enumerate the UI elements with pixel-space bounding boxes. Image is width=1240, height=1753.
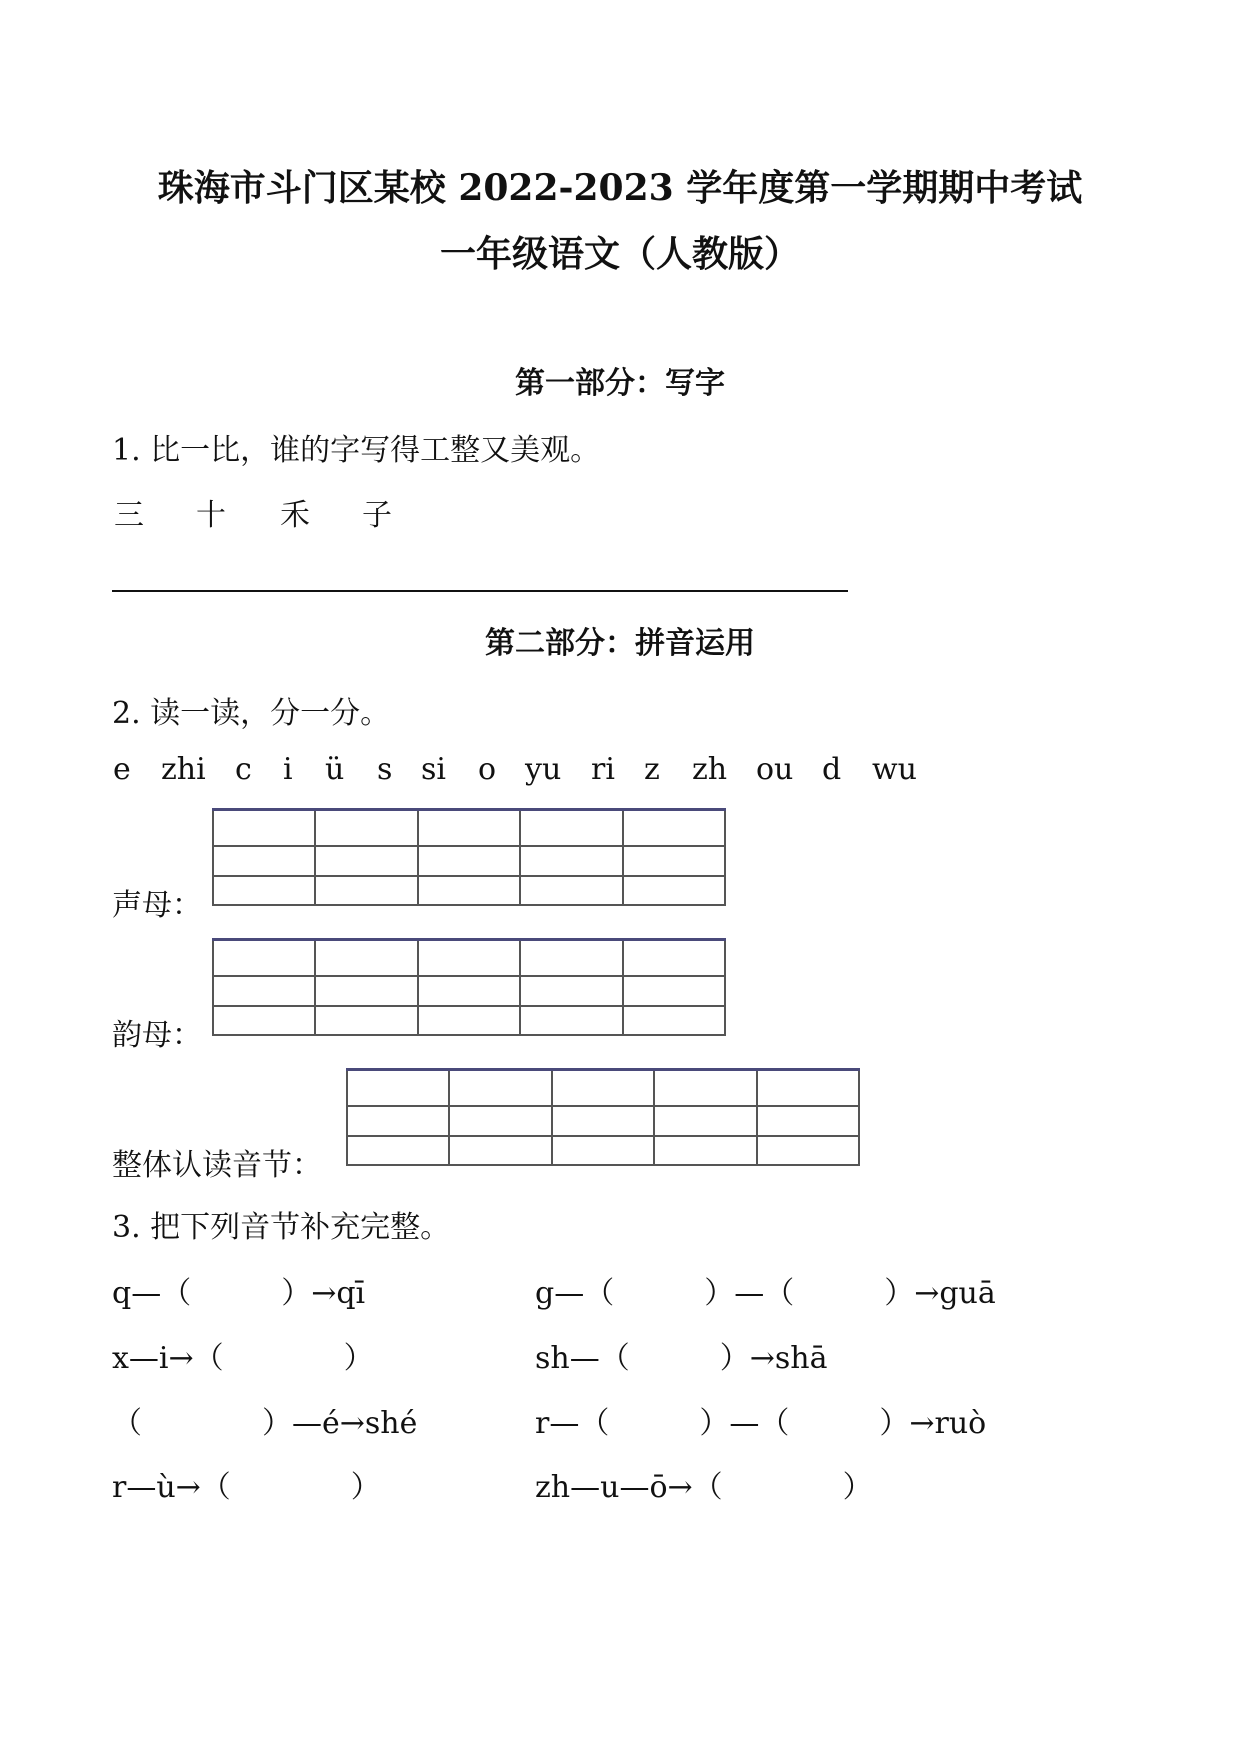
syllable: d xyxy=(822,752,842,787)
shengmu-grid[interactable] xyxy=(212,808,726,906)
q3-item[interactable]: r—（ ）—（ ）→ruò xyxy=(535,1406,987,1441)
part2-heading: 第二部分：拼音运用 xyxy=(485,626,755,661)
part1-heading: 第一部分：写字 xyxy=(515,366,725,401)
yunmu-grid[interactable] xyxy=(212,938,726,1036)
q1-char: 子 xyxy=(362,498,392,533)
q1-prompt: 1. 比一比，谁的字写得工整又美观。 xyxy=(112,433,601,468)
syllable: zhi xyxy=(161,752,206,787)
syllable: ü xyxy=(325,752,345,787)
syllable: ou xyxy=(756,752,794,787)
syllable: s xyxy=(377,752,393,787)
q1-char: 十 xyxy=(196,498,226,533)
q3-item[interactable]: x—i→（ ） xyxy=(112,1341,374,1376)
syllable: z xyxy=(644,752,660,787)
exam-subtitle: 一年级语文（人教版） xyxy=(439,233,800,275)
syllable: e xyxy=(113,752,131,787)
syllable: i xyxy=(283,752,293,787)
syllable: yu xyxy=(525,752,562,787)
q1-char: 禾 xyxy=(280,498,310,533)
writing-line[interactable] xyxy=(112,590,848,592)
exam-title: 珠海市斗门区某校 2022-2023 学年度第一学期期中考试 xyxy=(157,167,1083,209)
q3-prompt: 3. 把下列音节补充完整。 xyxy=(112,1210,451,1245)
shengmu-label: 声母： xyxy=(112,888,202,923)
syllable: o xyxy=(478,752,497,787)
q1-char: 三 xyxy=(114,498,144,533)
q3-item[interactable]: zh—u—ō→（ ） xyxy=(535,1470,873,1505)
syllable: c xyxy=(235,752,252,787)
syllable: zh xyxy=(692,752,728,787)
q3-item[interactable]: r—ù→（ ） xyxy=(112,1470,381,1505)
zhengti-label: 整体认读音节： xyxy=(112,1148,322,1183)
syllable: ri xyxy=(591,752,615,787)
q2-prompt: 2. 读一读，分一分。 xyxy=(112,696,391,731)
zhengti-grid[interactable] xyxy=(346,1068,860,1166)
syllable: wu xyxy=(872,752,917,787)
q3-item[interactable]: q—（ ）→qī xyxy=(112,1276,366,1311)
q3-item[interactable]: sh—（ ）→shā xyxy=(535,1341,828,1376)
yunmu-label: 韵母： xyxy=(112,1018,202,1053)
q3-item[interactable]: （ ）—é→shé xyxy=(112,1406,418,1441)
syllable: si xyxy=(421,752,446,787)
q3-item[interactable]: g—（ ）—（ ）→guā xyxy=(535,1276,996,1311)
